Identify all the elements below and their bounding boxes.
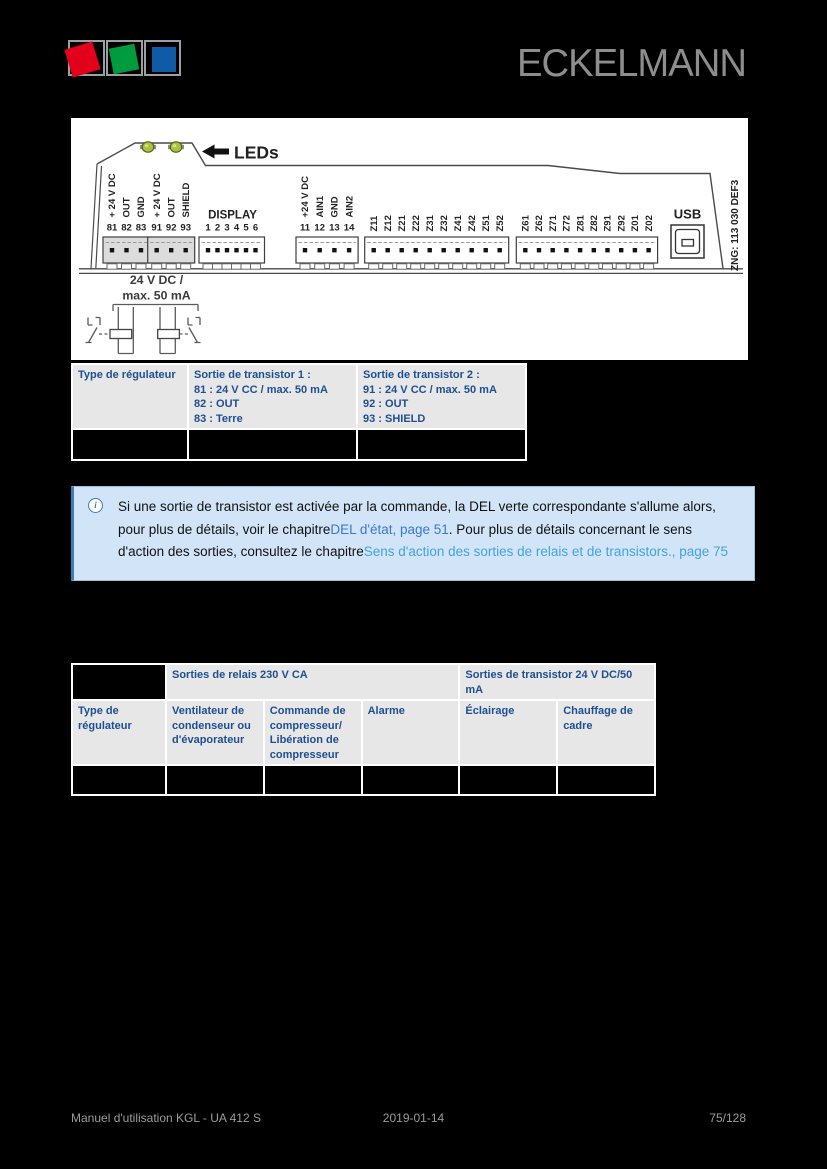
external-wiring (86, 273, 201, 354)
terminal-signal-label: Z22 (410, 215, 422, 232)
table2-header-alarm: Alarme (362, 700, 460, 765)
terminal-pin (470, 248, 474, 252)
terminal-foot (630, 264, 640, 269)
terminal-number: 83 (135, 222, 147, 234)
terminal-signal-label: Z01 (630, 215, 642, 232)
terminal-pin (442, 248, 446, 252)
table2-cell-redacted (557, 765, 655, 795)
logo-red-box (68, 40, 105, 76)
terminal-foot (453, 264, 463, 269)
load1-coil (110, 330, 132, 339)
terminal-signal-label: SHIELD (180, 182, 192, 218)
controller-front-panel-drawing (71, 118, 748, 360)
leds-arrow-icon (202, 145, 229, 159)
terminal-foot (300, 264, 310, 269)
terminal-foot (241, 264, 251, 269)
terminal-number: 13 (329, 222, 340, 234)
terminal-signal-label: Z42 (466, 215, 478, 232)
table2-group-transistor: Sorties de transistor 24 V DC/50 mA (459, 664, 655, 700)
terminal-pin (139, 248, 143, 252)
terminal-foot (383, 264, 393, 269)
terminal-signal-label: Z72 (561, 215, 573, 232)
terminal-pin (244, 248, 248, 252)
terminal-signal-label: Z31 (424, 215, 436, 232)
terminal-pin (523, 248, 527, 252)
terminal-foot (439, 264, 449, 269)
terminal-pin (498, 248, 502, 252)
terminal-pin (428, 248, 432, 252)
terminal-pin (318, 248, 322, 252)
terminal-pin (206, 248, 210, 252)
terminal-foot (181, 264, 191, 269)
terminal-foot (136, 264, 146, 269)
terminal-number: 5 (243, 222, 249, 234)
terminal-signal-label: OUT (166, 197, 178, 218)
terminal-pin (456, 248, 460, 252)
leds-label: LEDs (234, 142, 279, 163)
table2-cell-redacted (166, 765, 264, 795)
terminal-foot (548, 264, 558, 269)
terminal-signal-label: + 24 V DC (151, 173, 163, 218)
terminal-pin (303, 248, 307, 252)
terminal-pin (253, 248, 257, 252)
terminal-number: 93 (180, 222, 191, 234)
table2-header-fan: Ventilateur de condenseur ou d'évaporateur (166, 700, 264, 765)
terminal-signal-label: Z51 (480, 215, 492, 232)
terminal-number: 12 (314, 222, 325, 234)
table2-cell-redacted (72, 765, 166, 795)
power-rating-line2: max. 50 mA (122, 288, 191, 303)
terminal-foot (203, 264, 213, 269)
terminal-signal-label: GND (136, 196, 148, 218)
info-note-box (71, 486, 755, 581)
terminal-signal-label: Z41 (452, 215, 464, 232)
transistor-output-table (71, 363, 527, 461)
logo-green-square (109, 44, 139, 74)
terminal-foot (344, 264, 354, 269)
logo-green-box (106, 40, 143, 76)
footer-date: 2019-01-14 (382, 1111, 445, 1125)
table2-header-type: Type de régulateur (72, 700, 166, 765)
terminal-number: 1 (205, 222, 211, 234)
terminal-pin (414, 248, 418, 252)
table1-cell-redacted (188, 429, 357, 460)
table2-header-frame-heater: Chauffage de cadre (557, 700, 655, 765)
info-icon: i (88, 498, 103, 513)
terminal-number: 6 (252, 222, 259, 234)
terminal-foot (481, 264, 491, 269)
terminal-signal-label: Z02 (643, 215, 655, 232)
info-note-text (118, 496, 738, 564)
terminal-number: 4 (233, 222, 240, 234)
terminal-number: 2 (214, 222, 221, 234)
terminal-signal-label: Z62 (534, 215, 546, 232)
terminal-foot (534, 264, 544, 269)
load1-contact-hooks (88, 318, 100, 326)
terminal-signal-label: AIN1 (314, 195, 326, 218)
terminal-foot (315, 264, 325, 269)
terminal-foot (232, 264, 242, 269)
usb-label: USB (673, 206, 702, 222)
terminal-signal-label: Z11 (368, 215, 380, 232)
table1-header-output2: Sortie de transistor 2 : 91 : 24 V CC / max. 50 mA 92 : OUT 93 : SHIELD (357, 364, 526, 429)
relay-output-table (71, 663, 656, 796)
terminal-number: 3 (224, 222, 230, 234)
terminal-signal-label: Z12 (382, 215, 394, 232)
terminal-blocks (103, 173, 658, 269)
footer-page-number: 75/128 (709, 1111, 746, 1125)
eckelmann-logo (68, 40, 182, 76)
terminal-number: 11 (299, 222, 311, 234)
load2-coil (158, 330, 180, 339)
table2-group-empty (72, 664, 166, 700)
terminal-pin (184, 248, 188, 252)
terminal-connection-diagram (71, 118, 748, 360)
terminal-pin (124, 248, 128, 252)
terminal-signal-label: Z92 (616, 215, 628, 232)
table2-group-relay: Sorties de relais 230 V CA (166, 664, 459, 700)
terminal-pin (372, 248, 376, 252)
table1-cell-redacted (72, 429, 188, 460)
terminal-signal-label: +24 V DC (300, 176, 312, 218)
logo-red-square (64, 41, 100, 77)
display-label: DISPLAY (208, 209, 257, 222)
terminal-pin (564, 248, 568, 252)
terminal-foot (122, 264, 132, 269)
terminal-foot (520, 264, 530, 269)
terminal-pin (155, 248, 159, 252)
terminal-pin (400, 248, 404, 252)
terminal-foot (644, 264, 654, 269)
terminal-foot (369, 264, 379, 269)
footer-document-title: Manuel d'utilisation KGL - UA 412 S (71, 1111, 261, 1125)
table2-cell-redacted (459, 765, 557, 795)
terminal-signal-label: Z81 (575, 215, 587, 232)
terminal-signal-label: Z52 (494, 215, 506, 232)
terminal-foot (152, 264, 162, 269)
terminal-signal-label: GND (329, 196, 341, 218)
terminal-foot (329, 264, 339, 269)
terminal-pin (578, 248, 582, 252)
board-number-label: ZNG: 113 030 DEF3 (730, 179, 741, 271)
terminal-pin (332, 248, 336, 252)
usb-port-icon (671, 225, 704, 258)
terminal-pin (225, 248, 229, 252)
terminal-pin (646, 248, 650, 252)
terminal-foot (425, 264, 435, 269)
supply-bracket (113, 305, 198, 312)
table1-header-output1: Sortie de transistor 1 : 81 : 24 V CC / max. 50 mA 82 : OUT 83 : Terre (188, 364, 357, 429)
terminal-pin (605, 248, 609, 252)
info-text-part2: . Pour plus de détails concernant le sens d'action des sorties, consultez le chapitre (118, 521, 692, 559)
table1-cell-redacted (357, 429, 526, 460)
load1-contact-blade (86, 328, 98, 343)
terminal-pin (215, 248, 219, 252)
terminal-pin (110, 248, 114, 252)
terminal-foot (561, 264, 571, 269)
load2-contact-blade (189, 328, 201, 343)
terminal-number: 81 (106, 222, 118, 234)
power-rating-line1: 24 V DC / (129, 273, 184, 287)
terminal-signal-label: AIN2 (344, 195, 356, 218)
table2-cell-redacted (264, 765, 362, 795)
terminal-signal-label: Z82 (589, 215, 600, 232)
load2-contact-hooks (188, 318, 200, 326)
terminal-foot (397, 264, 407, 269)
terminal-foot (213, 264, 223, 269)
terminal-foot (575, 264, 585, 269)
terminal-signal-label: Z32 (438, 215, 450, 232)
terminal-foot (467, 264, 477, 269)
terminal-foot (616, 264, 626, 269)
terminal-foot (222, 264, 232, 269)
terminal-signal-label: Z71 (547, 215, 559, 232)
enclosure-left-edge (91, 164, 102, 269)
terminal-pin (386, 248, 390, 252)
table2-header-compressor: Commande de compresseur/ Libération de compresseur (264, 700, 362, 765)
terminal-number: 92 (165, 222, 177, 234)
terminal-pin (633, 248, 637, 252)
terminal-number: 82 (121, 222, 132, 234)
terminal-pin (484, 248, 488, 252)
terminal-pin (537, 248, 541, 252)
cross-reference-link-sens-action[interactable]: Sens d'action des sorties de relais et de transistors., page 75 (363, 544, 729, 559)
terminal-pin (619, 248, 623, 252)
terminal-pin (551, 248, 555, 252)
table2-header-light: Éclairage (459, 700, 557, 765)
terminal-signal-label: + 24 V DC (107, 173, 119, 218)
terminal-signal-label: Z91 (602, 215, 614, 232)
terminal-foot (107, 264, 117, 269)
terminal-pin (234, 248, 238, 252)
terminal-signal-label: Z21 (396, 215, 408, 232)
terminal-signal-label: OUT (121, 197, 133, 218)
terminal-foot (251, 264, 261, 269)
terminal-pin (347, 248, 351, 252)
terminal-foot (589, 264, 599, 269)
terminal-foot (166, 264, 176, 269)
info-text-part1: Si une sortie de transistor est activée par la commande, la DEL verte correspondante s'allume alors, pour plus de détails, voir le chapitre (118, 499, 716, 537)
terminal-pin (169, 248, 173, 252)
terminal-pin (592, 248, 596, 252)
logo-blue-square (152, 47, 176, 72)
terminal-foot (603, 264, 613, 269)
logo-blue-box (144, 40, 181, 76)
table1-header-type: Type de régulateur (72, 364, 188, 429)
terminal-number: 91 (151, 222, 162, 234)
cross-reference-link-del-etat[interactable]: DEL d'état, page 51 (330, 521, 449, 537)
brand-wordmark: ECKELMANN (517, 42, 747, 85)
table2-cell-redacted (362, 765, 460, 795)
terminal-foot (495, 264, 505, 269)
terminal-foot (411, 264, 421, 269)
terminal-number: 14 (343, 222, 355, 234)
terminal-signal-label: Z61 (520, 215, 532, 232)
